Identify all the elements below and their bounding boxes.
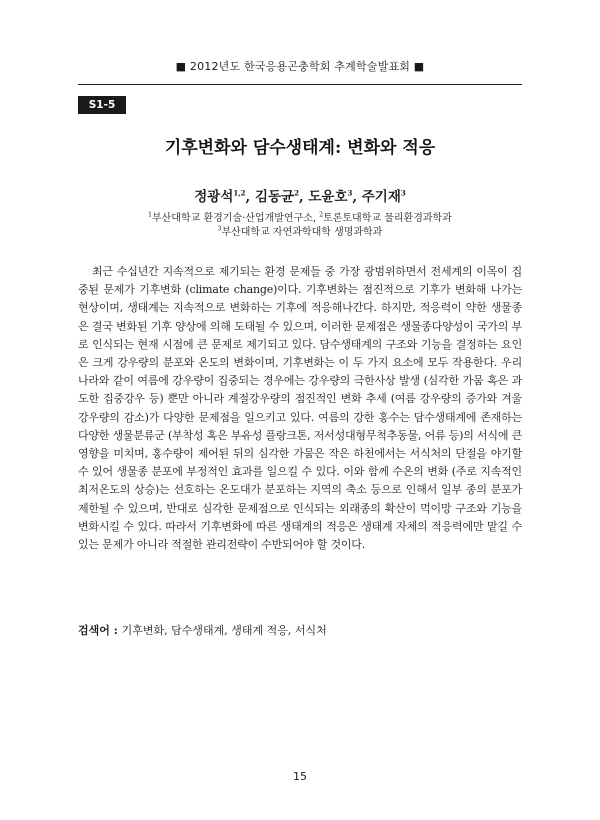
author-separator: , bbox=[298, 189, 309, 205]
keywords-label: 검색어 bbox=[78, 624, 110, 637]
author-affiliation-mark: 3 bbox=[400, 188, 406, 198]
author-name: 정광석 bbox=[194, 189, 234, 205]
author-affiliation-mark: 2 bbox=[294, 188, 299, 198]
affiliation-text: 부산대학교 환경기술·산업개발연구소, bbox=[151, 213, 320, 224]
author-name: 도윤호 bbox=[308, 189, 348, 205]
author-name: 주기재 bbox=[361, 189, 401, 205]
author-affiliation-mark: 3 bbox=[347, 188, 353, 198]
author-affiliation-mark: 1,2 bbox=[233, 188, 246, 198]
page-number: 15 bbox=[293, 770, 307, 783]
affiliation-text: 토론토대학교 물리환경과학과 bbox=[323, 213, 452, 224]
affiliation-line-2 bbox=[0, 223, 600, 238]
author-name: 김동균 bbox=[254, 189, 295, 205]
keywords bbox=[78, 622, 522, 638]
running-header: ■ 2012년도 한국응용곤충학회 추계학술발표회 ■ bbox=[175, 60, 425, 73]
abstract-body: 최근 수십년간 지속적으로 제기되는 환경 문제들 중 가장 광범위하면서 전세계의 이목이 집중된 문제가 기후변화 (climate change)이다. 기후변화는 점진적으로 기후가 변화해 나가는 현상이며, 생태계는 지속적으로 변화하는 기후에 적응해나간다. 하지만, 적응력이 약한 생물종은 결국 변화된 기후 양상에 의해 도태될 수 있으며, 이러한 문제점은 생물종다양성이 국가의 부로 인식되는 현재 시점에 큰 문제로 제기되고 있다. 담수생태계의 구조와 기능을 결정하는 요인은 크게 강우량의 분포와 온도의 변화이며, 기후변화는 이 두 가지 요소에 모두 작용한다. 우리나라와 같이 여름에 강우량이 집중되는 경우에는 강우량의 극한사상 발생 (심각한 가뭄 혹은 과도한 집중강우 등) 뿐만 아니라 계절강우량의 점진적인 변화 추세 (여름 강우량의 증가와 겨울 강우량의 감소)가 다양한 문제점을 일으키고 있다. 여름의 강한 홍수는 담수생태계에 존재하는 다양한 생물분류군 (부착성 혹은 부유성 플랑크톤, 저서성대형무척추동물, 어류 등)의 서식에 큰 영향을 미치며, 홍수량이 제어된 뒤의 심각한 가뭄은 작은 하천에서는 서식처의 단절을 야기할 수 있어 생물종 분포에 부정적인 효과를 일으킬 수 있다. 이와 함께 수온의 변화 (주로 지속적인 최저온도의 상승)는 선호하는 온도대가 분포하는 지역의 축소 등으로 인해서 일부 종의 분포가 제한될 수 있으며, 반대로 심각한 문제점으로 인식되는 외래종의 확산이 먹이망 구조와 기능을 변화시킬 수 있다. 따라서 기후변화에 따른 생태계의 적응은 생태계 자체의 적응력에만 맡길 수 있는 문제가 아니라 적절한 관리전략이 수반되어야 할 것이다. bbox=[78, 265, 522, 552]
author-separator: , bbox=[352, 189, 362, 205]
affiliation-text: 부산대학교 자연과학대학 생명과학과 bbox=[221, 227, 383, 238]
affiliation-mark: 2 bbox=[319, 211, 324, 219]
header-rule bbox=[78, 84, 522, 85]
session-badge: S1-5 bbox=[78, 96, 126, 114]
keywords-text: 기후변화, 담수생태계, 생태계 적응, 서식처 bbox=[121, 624, 327, 637]
affiliation-mark: 3 bbox=[217, 225, 222, 233]
affiliation-mark: 1 bbox=[148, 211, 152, 219]
author-separator: , bbox=[245, 189, 255, 205]
affiliation-line-1 bbox=[0, 209, 600, 224]
author-list bbox=[0, 185, 600, 205]
keywords-separator: : bbox=[109, 624, 122, 637]
paper-title: 기후변화와 담수생태계: 변화와 적응 bbox=[164, 138, 436, 158]
